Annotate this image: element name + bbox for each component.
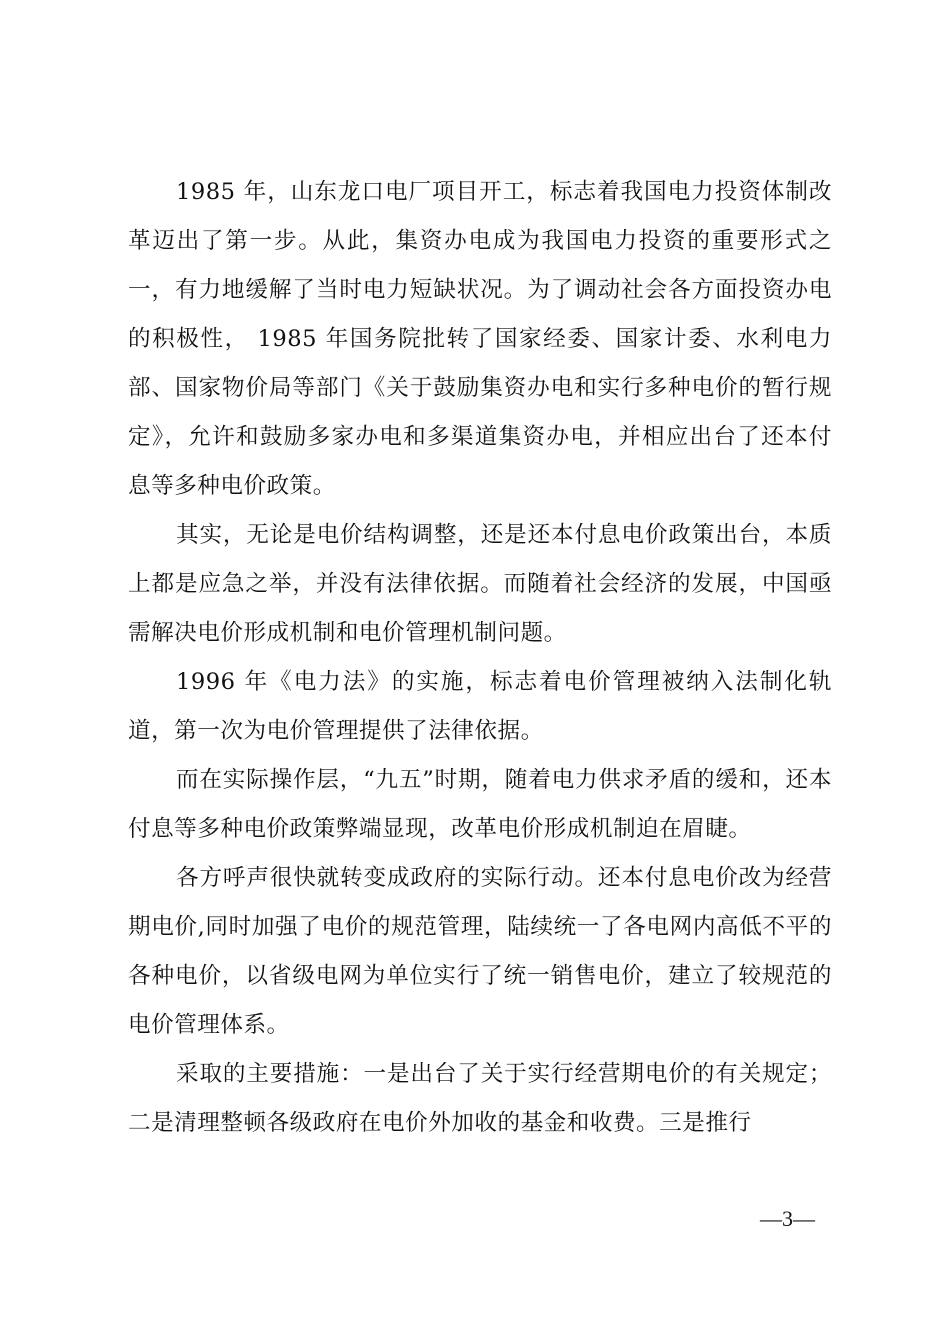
paragraph-6: 采取的主要措施：一是出台了关于实行经营期电价的有关规定；二是清理整顿各级政府在电价外加收的基金和收费。三是推行	[128, 1061, 832, 1136]
paragraph-2: 其实，无论是电价结构调整，还是还本付息电价政策出台，本质上都是应急之举，并没有法律依据。而随着社会经济的发展，中国亟需解决电价形成机制和电价管理机制问题。	[128, 522, 832, 646]
paragraph-1: 1985 年，山东龙口电厂项目开工，标志着我国电力投资体制改革迈出了第一步。从此，集资办电成为我国电力投资的重要形式之一，有力地缓解了当时电力短缺状况。为了调动社会各方面投资办电的积极性， 1985 年国务院批转了国家经委、国家计委、水利电力部、国家物价局等部门《关于鼓励集资办电和实行多种电价的暂行规定》，允许和鼓励多家办电和多渠道集资办电，并相应出台了还本付息等多种电价政策。	[128, 179, 832, 499]
paragraph-5: 各方呼声很快就转变成政府的实际行动。还本付息电价改为经营期电价,同时加强了电价的规范管理，陆续统一了各电网内高低不平的各种电价，以省级电网为单位实行了统一销售电价，建立了较规范的电价管理体系。	[128, 865, 832, 1038]
page-number: —3—	[760, 1206, 815, 1231]
body-text	[128, 168, 832, 1148]
paragraph-4: 而在实际操作层，“九五”时期，随着电力供求矛盾的缓和，还本付息等多种电价政策弊端显现，改革电价形成机制迫在眉睫。	[128, 767, 832, 842]
paragraph-3: 1996 年《电力法》的实施，标志着电价管理被纳入法制化轨道，第一次为电价管理提供了法律依据。	[128, 669, 832, 744]
